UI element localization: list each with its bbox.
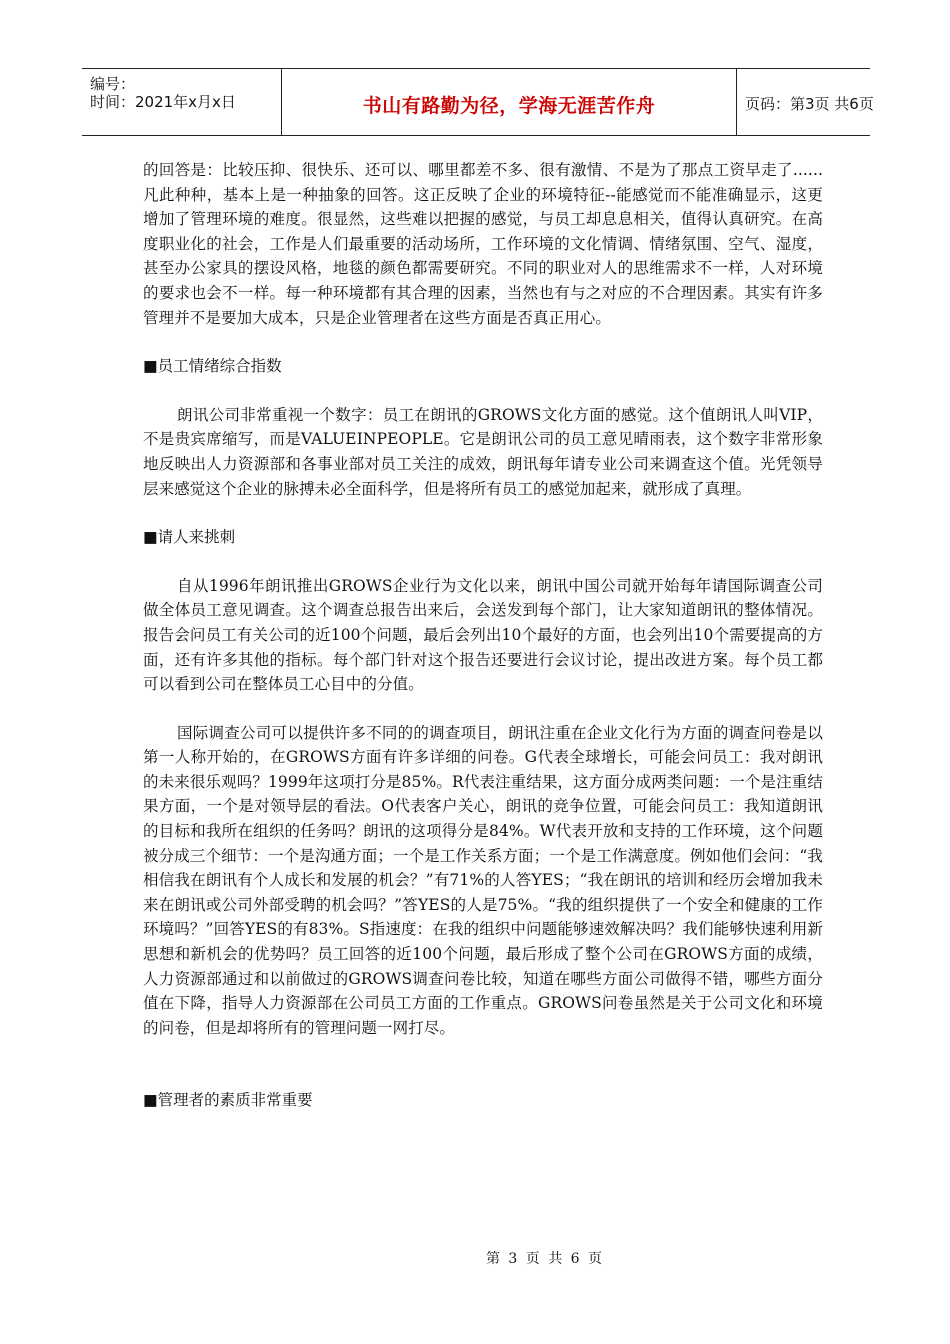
paragraph-continued: 的回答是：比较压抑、很快乐、还可以、哪里都差不多、很有激情、不是为了那点工资早走了......凡此种种，基本上是一种抽象的回答。这正反映了企业的环境特征--能感觉而不能准确显示，这更增加了管理环境的难度。很显然，这些难以把握的感觉，与员工却息息相关，值得认真研究。在高度职业化的社会，工作是人们最重要的活动场所，工作环境的文化情调、情绪氛围、空气、湿度，甚至办公家具的摆设风格，地毯的颜色都需要研究。不同的职业对人的思维需求不一样，人对环境的要求也会不一样。每一种环境都有其合理的因素，当然也有与之对应的不合理因素。其实有许多管理并不是要加大成本，只是企业管理者在这些方面是否真正用心。 [143, 161, 823, 327]
section-heading-employee-mood-index: ■员工情绪综合指数 [143, 357, 282, 376]
page-footer: 第 3 页 共 6 页 [485, 1251, 605, 1267]
section-heading-manager-quality: ■管理者的素质非常重要 [143, 1091, 313, 1110]
page-header [82, 68, 874, 136]
document-number-label: 编号： [90, 75, 136, 93]
document-body [143, 158, 823, 1113]
document-time-label: 时间：2021年x月x日 [90, 93, 236, 111]
header-motto-cell [282, 69, 737, 135]
paragraph-vip-index: 朗讯公司非常重视一个数字：员工在朗讯的GROWS文化方面的感觉。这个值朗讯人叫VIP，不是贵宾席缩写，而是VALUEINPEOPLE。它是朗讯公司的员工意见晴雨表，这个数字非常形象地反映出人力资源部和各事业部对员工关注的成效，朗讯每年请专业公司来调查这个值。光凭领导层来感觉这个企业的脉搏未必全面科学，但是将所有员工的感觉加起来，就形成了真理。 [143, 405, 823, 498]
header-motto: 书山有路勤为径，学海无涯苦作舟 [362, 95, 656, 117]
paragraph-survey-history: 自从1996年朗讯推出GROWS企业行为文化以来，朗讯中国公司就开始每年请国际调查公司做全体员工意见调查。这个调查总报告出来后，会送发到每个部门，让大家知道朗讯的整体情况。报告会问员工有关公司的近100个问题，最后会列出10个最好的方面，也会列出10个需要提高的方面，还有许多其他的指标。每个部门针对这个报告还要进行会议讨论，提出改进方案。每个员工都可以看到公司在整体员工心目中的分值。 [143, 576, 823, 694]
paragraph-grows-survey: 国际调查公司可以提供许多不同的的调查项目，朗讯注重在企业文化行为方面的调查问卷是以第一人称开始的，在GROWS方面有许多详细的问卷。G代表全球增长，可能会问员工：我对朗讯的未来很乐观吗？1999年这项打分是85%。R代表注重结果，这方面分成两类问题：一个是注重结果方面，一个是对领导层的看法。O代表客户关心，朗讯的竞争位置，可能会问员工：我知道朗讯的目标和我所在组织的任务吗？朗讯的这项得分是84%。W代表开放和支持的工作环境，这个问题被分成三个细节：一个是沟通方面；一个是工作关系方面；一个是工作满意度。例如他们会问：“我相信我在朗讯有个人成长和发展的机会？”有71%的人答YES；“我在朗讯的培训和经历会增加我未来在朗讯或公司外部受聘的机会吗？”答YES的人是75%。“我的组织提供了一个安全和健康的工作环境吗？”回答YES的有83%。S指速度：在我的组织中问题能够速效解决吗？我们能够快速利用新思想和新机会的优势吗？员工回答的近100个问题，最后形成了整个公司在GROWS方面的成绩，人力资源部通过和以前做过的GROWS调查问卷比较，知道在哪些方面公司做得不错，哪些方面分值在下降，指导人力资源部在公司员工方面的工作重点。GROWS问卷虽然是关于公司文化和环境的问卷，但是却将所有的管理问题一网打尽。 [143, 723, 823, 1037]
section-heading-invite-critics: ■请人来挑刺 [143, 528, 236, 547]
header-page-cell [737, 69, 874, 135]
header-info-cell [82, 69, 282, 135]
header-page-number: 页码：第3页 共6页 [745, 95, 874, 113]
